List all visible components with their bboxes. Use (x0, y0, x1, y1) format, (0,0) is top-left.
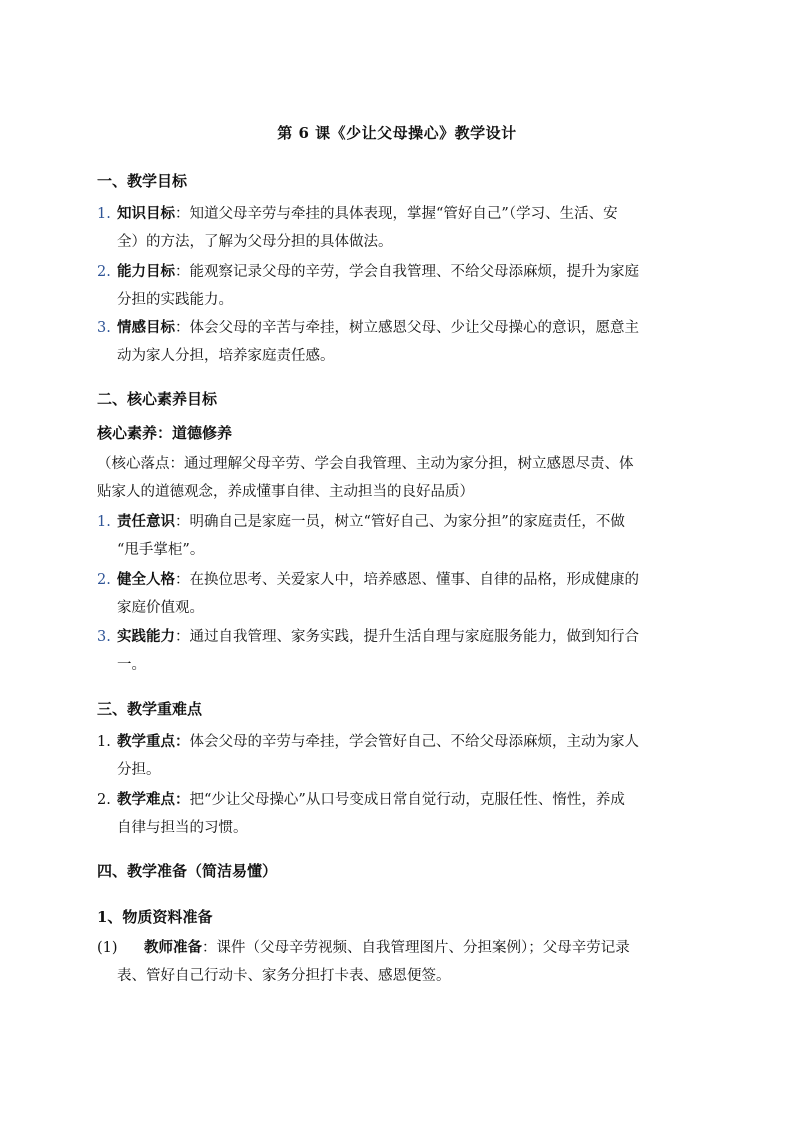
list-item (97, 314, 693, 370)
page-title: 第 6 课《少让父母操心》教学设计 (277, 124, 517, 142)
list-item (97, 508, 693, 564)
item-text-continued: 分担。 (117, 762, 161, 778)
list-number: (1) (97, 940, 118, 956)
list-item (97, 200, 693, 256)
list-item (97, 566, 693, 622)
item-text: ：知道父母辛劳与牵挂的具体表现，掌握“管好自己”（学习、生活、安 (175, 206, 618, 222)
core-note-line: 贴家人的道德观念，养成懂事自律、主动担当的良好品质） (97, 484, 474, 500)
list-number: 1. (97, 734, 111, 750)
section-heading-key-points: 三、教学重难点 (97, 700, 203, 718)
list-number: 1. (97, 514, 111, 530)
item-text: ：在换位思考、关爱家人中，培养感恩、懂事、自律的品格，形成健康的 (175, 572, 639, 588)
list-item (97, 623, 693, 679)
list-number: 3. (97, 629, 111, 645)
list-number: 2. (97, 792, 111, 808)
list-item (97, 258, 693, 314)
item-text: ：明确自己是家庭一员，树立“管好自己、为家分担”的家庭责任，不做 (175, 514, 625, 530)
subsection-heading-materials: 1、物质资料准备 (97, 908, 213, 926)
list-number: 2. (97, 264, 111, 280)
list-item (97, 934, 693, 990)
item-text: 把“少让父母操心”从口号变成日常自觉行动，克服任性、惰性，养成 (189, 792, 625, 808)
item-text-continued: 动为家人分担，培养家庭责任感。 (117, 348, 335, 364)
core-note-line: （核心落点：通过理解父母辛劳、学会自我管理、主动为家分担，树立感恩尽责、体 (97, 456, 634, 472)
item-label: 责任意识 (117, 513, 175, 530)
item-text: ：能观察记录父母的辛劳，学会自我管理、不给父母添麻烦，提升为家庭 (175, 264, 639, 280)
item-text-continued: “甩手掌柜”。 (117, 542, 205, 558)
item-text-continued: 一。 (117, 657, 146, 673)
list-item (97, 786, 693, 842)
section-heading-core-literacy: 二、核心素养目标 (97, 390, 218, 408)
item-text-continued: 家庭价值观。 (117, 600, 204, 616)
section-heading-preparation: 四、教学准备（简洁易懂） (97, 862, 278, 880)
list-number: 1. (97, 206, 111, 222)
item-text-continued: 全）的方法，了解为父母分担的具体做法。 (117, 234, 393, 250)
item-label: 情感目标 (117, 319, 175, 336)
item-text: ：课件（父母辛劳视频、自我管理图片、分担案例）；父母辛劳记录 (202, 940, 630, 956)
list-number: 2. (97, 572, 111, 588)
list-number: 3. (97, 320, 111, 336)
item-text: ：体会父母的辛苦与牵挂，树立感恩父母、少让父母操心的意识，愿意主 (175, 320, 639, 336)
item-label: 教学重点： (117, 733, 190, 750)
item-label: 健全人格 (117, 571, 175, 588)
item-label: 知识目标 (117, 205, 175, 222)
item-text-continued: 分担的实践能力。 (117, 292, 233, 308)
item-label: 教师准备 (144, 939, 202, 956)
core-literacy-label: 核心素养：道德修养 (97, 424, 233, 442)
item-text-continued: 表、管好自己行动卡、家务分担打卡表、感恩便签。 (117, 968, 451, 984)
item-label: 实践能力 (117, 628, 175, 645)
item-text: 体会父母的辛劳与牵挂，学会管好自己、不给父母添麻烦，主动为家人 (189, 734, 639, 750)
item-text-continued: 自律与担当的习惯。 (117, 820, 248, 836)
core-note (97, 450, 693, 506)
item-label: 能力目标 (117, 263, 175, 280)
section-heading-objectives: 一、教学目标 (97, 172, 188, 190)
list-item (97, 728, 693, 784)
item-text: ：通过自我管理、家务实践，提升生活自理与家庭服务能力，做到知行合 (175, 629, 639, 645)
item-label: 教学难点： (117, 791, 190, 808)
